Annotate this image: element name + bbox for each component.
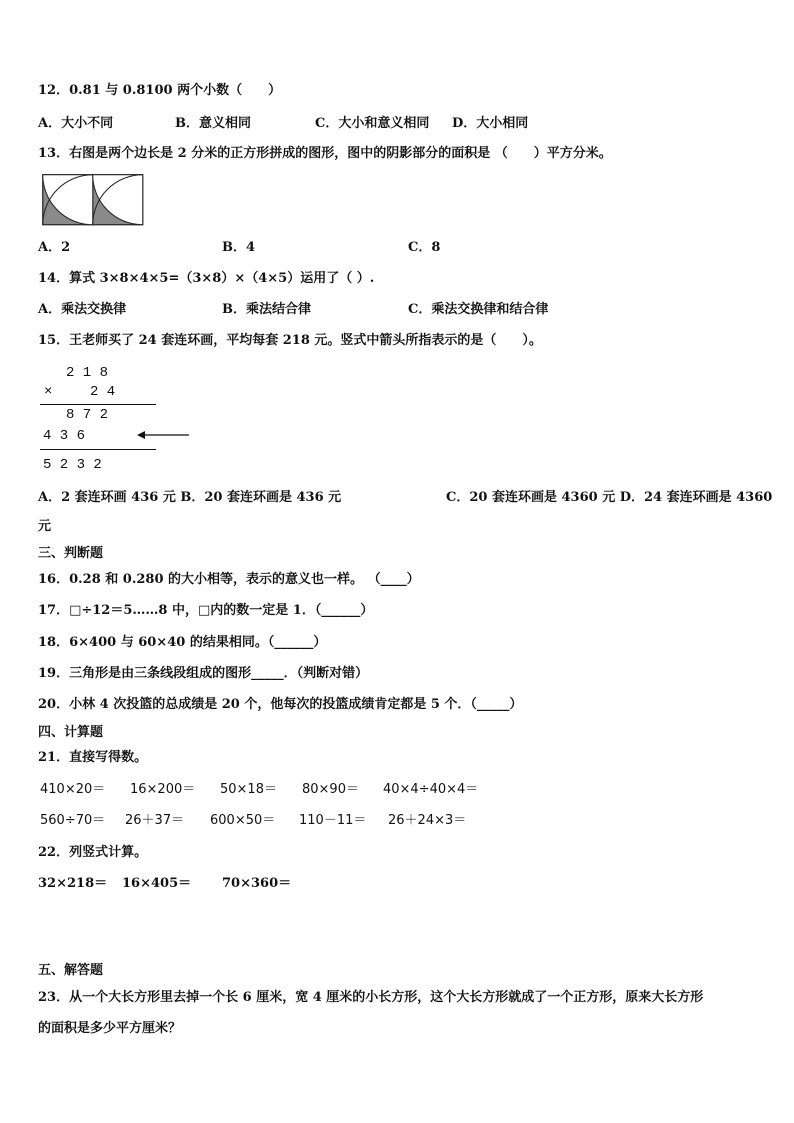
q12-option-b: B．意义相同 <box>175 116 251 131</box>
section-4-heading: 四、计算题 <box>38 725 104 740</box>
q16-statement: 16．0.28 和 0.280 的大小相等，表示的意义也一样。 （____） <box>38 572 420 587</box>
q13-option-b: B．4 <box>222 240 256 255</box>
vertical-rule-bottom <box>40 449 156 450</box>
calc-item: 80×90＝ <box>302 782 359 797</box>
q23-text-line-2: 的面积是多少平方厘米？ <box>38 1021 182 1036</box>
calc-item: 16×200＝ <box>130 782 196 797</box>
q15-options-cd: C．20 套连环画是 4360 元 D．24 套连环画是 4360 <box>446 490 773 505</box>
q14-option-b: B．乘法结合律 <box>222 302 311 317</box>
vertical-row-product: 5 2 3 2 <box>43 457 102 473</box>
q13-option-a: A．2 <box>38 240 71 255</box>
q23-text-line-1: 23．从一个大长方形里去掉一个长 6 厘米，宽 4 厘米的小长方形，这个大长方形就成了一个正方形，原来大长方形 <box>38 990 704 1005</box>
q14-option-a: A．乘法交换律 <box>38 302 127 317</box>
q13-shaded-squares-figure <box>42 174 144 226</box>
q15-stem: 15．王老师买了 24 套连环画，平均每套 218 元。竖式中箭头所指表示的是（ ）。 <box>38 333 542 348</box>
vertical-calc-item: 70×360＝ <box>222 876 292 891</box>
q19-statement: 19．三角形是由三条线段组成的图形_____．（判断对错） <box>38 666 369 681</box>
q18-statement: 18．6×400 与 60×40 的结果相同。（______） <box>38 635 327 650</box>
section-5-heading: 五、解答题 <box>38 963 104 978</box>
vertical-row-partial-1: 8 7 2 <box>66 407 109 423</box>
q12-option-d: D．大小相同 <box>452 116 529 131</box>
q15-options-ab: A．2 套连环画 436 元 B．20 套连环画是 436 元 <box>38 490 342 505</box>
q12-stem: 12．0.81 与 0.8100 两个小数（ ） <box>38 83 282 98</box>
calc-item: 26＋37＝ <box>125 813 185 828</box>
calc-item: 410×20＝ <box>40 782 106 797</box>
vertical-calc-item: 32×218＝ <box>38 876 108 891</box>
q12-option-a: A．大小不同 <box>38 116 114 131</box>
q21-stem: 21．直接写得数。 <box>38 750 148 765</box>
vertical-row-multiplicand: 2 1 8 <box>66 365 109 381</box>
calc-item: 600×50＝ <box>210 813 276 828</box>
q14-option-c: C．乘法交换律和结合律 <box>408 302 549 317</box>
vertical-row-multiplier: 2 4 <box>90 384 116 400</box>
q12-option-c: C．大小和意义相同 <box>315 116 430 131</box>
vertical-rule-top <box>40 404 156 405</box>
q15-option-d-tail: 元 <box>38 519 52 534</box>
q14-stem: 14．算式 3×8×4×5=（3×8）×（4×5）运用了（ ）. <box>38 271 375 286</box>
q13-stem: 13．右图是两个边长是 2 分米的正方形拼成的图形，图中的阴影部分的面积是 （ ）平方分米。 <box>38 146 612 161</box>
arrow-left-icon <box>136 429 190 441</box>
vertical-row-partial-2: 4 3 6 <box>43 428 86 444</box>
calc-item: 26＋24×3＝ <box>388 813 467 828</box>
vertical-times-sign: × <box>44 384 53 400</box>
calc-item: 50×18＝ <box>220 782 277 797</box>
q20-statement: 20．小林 4 次投篮的总成绩是 20 个，他每次的投篮成绩肯定都是 5 个．（_____） <box>38 697 523 712</box>
q13-option-c: C．8 <box>408 240 441 255</box>
vertical-calc-item: 16×405＝ <box>122 876 192 891</box>
calc-item: 560÷70＝ <box>40 813 106 828</box>
calc-item: 40×4÷40×4＝ <box>383 782 479 797</box>
calc-item: 110－11＝ <box>299 813 367 828</box>
q22-stem: 22．列竖式计算。 <box>38 845 148 860</box>
section-3-heading: 三、判断题 <box>38 546 104 561</box>
q17-statement: 17．□÷12＝5……8 中，□内的数一定是 1．（______） <box>38 603 374 618</box>
